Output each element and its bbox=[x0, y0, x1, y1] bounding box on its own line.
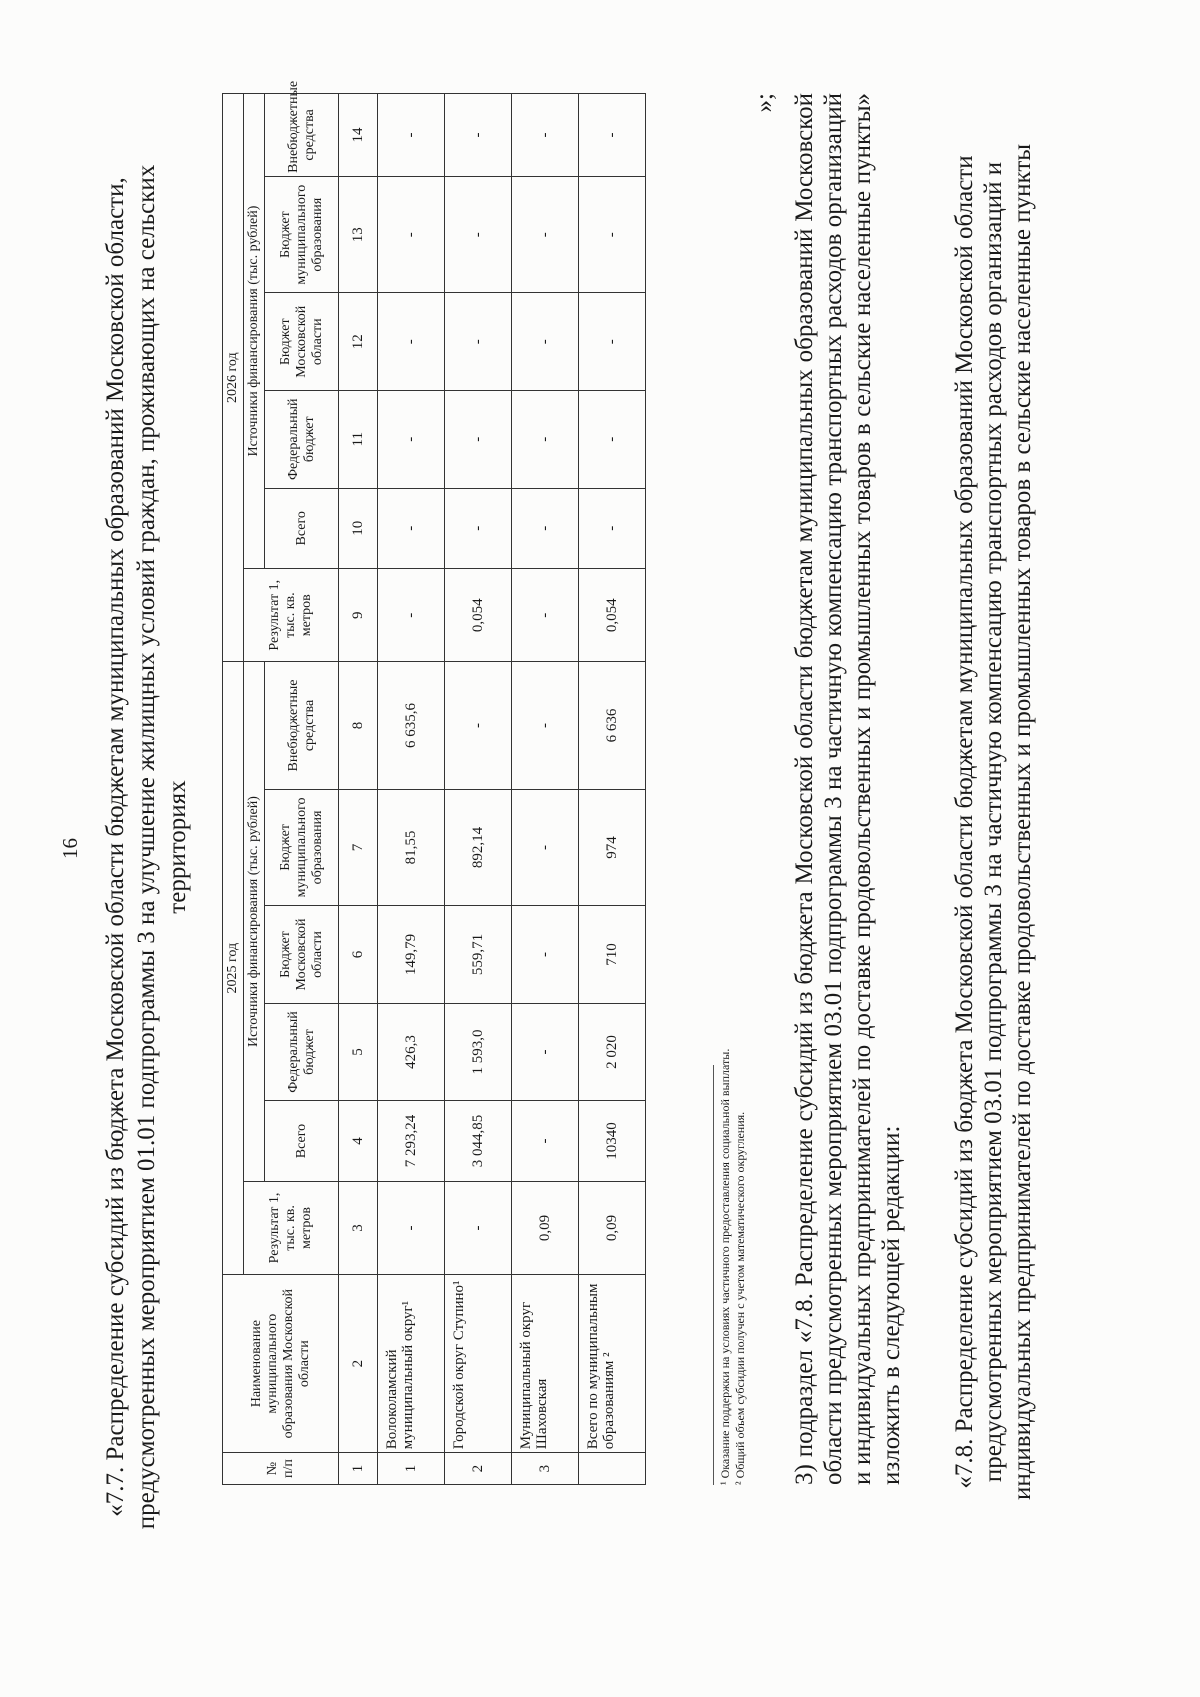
cell-regional-2026: - bbox=[579, 293, 646, 391]
footnote-divider bbox=[713, 1065, 714, 1485]
header-extra-2025: Внебюджетные средства bbox=[265, 662, 339, 789]
cell-federal-2025: 2 020 bbox=[579, 1003, 646, 1101]
cell-federal-2026: - bbox=[579, 391, 646, 489]
column-number: 2 bbox=[339, 1275, 378, 1453]
cell-regional-2025: 559,71 bbox=[445, 906, 512, 1004]
table-row-total bbox=[579, 94, 646, 1485]
column-number: 12 bbox=[339, 293, 378, 391]
header-result-2026: Результат 1, тыс. кв. метров bbox=[244, 569, 339, 662]
column-number: 1 bbox=[339, 1453, 378, 1485]
header-regional-2026: Бюджет Московской области bbox=[265, 293, 339, 391]
header-row-years bbox=[223, 94, 244, 1485]
column-number: 6 bbox=[339, 906, 378, 1004]
cell-federal-2026: - bbox=[445, 391, 512, 489]
header-year-2026: 2026 год bbox=[223, 94, 244, 662]
cell-municipal-2025: 892,14 bbox=[445, 789, 512, 906]
cell-total-2026: - bbox=[445, 488, 512, 569]
cell-extra-2026: - bbox=[512, 94, 579, 177]
cell-result-2026: 0,054 bbox=[445, 569, 512, 662]
table-row bbox=[512, 94, 579, 1485]
header-total-2026: Всего bbox=[265, 488, 339, 569]
header-sources-2026: Источники финансирования (тыс. рублей) bbox=[244, 94, 265, 569]
column-number: 3 bbox=[339, 1181, 378, 1274]
cell-regional-2025: 149,79 bbox=[378, 906, 445, 1004]
column-number: 5 bbox=[339, 1003, 378, 1101]
column-number: 14 bbox=[339, 94, 378, 177]
cell-regional-2026: - bbox=[512, 293, 579, 391]
cell-extra-2025: 6 636 bbox=[579, 662, 646, 789]
cell-extra-2026: - bbox=[579, 94, 646, 177]
row-number: 3 bbox=[512, 1453, 579, 1485]
cell-regional-2025: 710 bbox=[579, 906, 646, 1004]
column-number: 9 bbox=[339, 569, 378, 662]
header-total-2025: Всего bbox=[265, 1101, 339, 1182]
subsidy-distribution-table bbox=[222, 80, 646, 1485]
municipality-name: Муниципальный округ Шаховская bbox=[512, 1275, 579, 1453]
amendment-paragraph bbox=[751, 93, 906, 1485]
header-regional-2025: Бюджет Московской области bbox=[265, 906, 339, 1004]
table-row bbox=[378, 94, 445, 1485]
cell-municipal-2025: - bbox=[512, 789, 579, 906]
municipality-name: Волоколамский муниципальный округ¹ bbox=[378, 1275, 445, 1453]
cell-federal-2026: - bbox=[378, 391, 445, 489]
cell-federal-2025: 426,3 bbox=[378, 1003, 445, 1101]
cell-total-2026: - bbox=[378, 488, 445, 569]
header-result-2025: Результат 1, тыс. кв. метров bbox=[244, 1181, 339, 1274]
cell-result-2025: - bbox=[445, 1181, 512, 1274]
row-number bbox=[579, 1453, 646, 1485]
cell-result-2026: - bbox=[512, 569, 579, 662]
cell-result-2026: 0,054 bbox=[579, 569, 646, 662]
cell-federal-2025: - bbox=[512, 1003, 579, 1101]
footnote-2: ² Общий объем субсидии получен с учетом математического округления. bbox=[733, 1111, 747, 1485]
cell-total-2026: - bbox=[512, 488, 579, 569]
cell-total-2025: - bbox=[512, 1101, 579, 1182]
cell-extra-2026: - bbox=[378, 94, 445, 177]
municipality-name: Городской округ Ступино¹ bbox=[445, 1275, 512, 1453]
cell-regional-2026: - bbox=[378, 293, 445, 391]
row-number: 1 bbox=[378, 1453, 445, 1485]
cell-result-2026: - bbox=[378, 569, 445, 662]
footnotes bbox=[713, 1049, 748, 1485]
header-year-2025: 2025 год bbox=[223, 662, 244, 1275]
footnote-1: ¹ Оказание поддержки на условиях частичного предоставления социальной выплаты. bbox=[718, 1048, 732, 1485]
table-row bbox=[445, 94, 512, 1485]
cell-total-2026: - bbox=[579, 488, 646, 569]
cell-extra-2025: - bbox=[445, 662, 512, 789]
header-municipality-name: Наименование муниципального образования Московской области bbox=[223, 1275, 339, 1453]
cell-total-2025: 10340 bbox=[579, 1101, 646, 1182]
column-number-row bbox=[339, 94, 378, 1485]
cell-result-2025: - bbox=[378, 1181, 445, 1274]
cell-federal-2025: 1 593,0 bbox=[445, 1003, 512, 1101]
column-number: 7 bbox=[339, 789, 378, 906]
amendment-text: 3) подраздел «7.8. Распределение субсидий из бюджета Московской области бюджетам муниципальных образований Московской области предусмотренных мероприятием 03.01 подпрограммы 3 на частичную компенсацию транспортных расходов организаций и индивидуальных предпринимателей по доставке продовольственных и промышленных товаров в сельские населенные пункты» изложить в следующей редакции: bbox=[791, 93, 905, 1485]
cell-regional-2026: - bbox=[445, 293, 512, 391]
header-federal-2026: Федеральный бюджет bbox=[265, 391, 339, 489]
closing-quote-mark: »; bbox=[751, 93, 778, 113]
cell-result-2025: 0,09 bbox=[512, 1181, 579, 1274]
municipality-name: Всего по муниципальным образованиям ² bbox=[579, 1275, 646, 1453]
row-number: 2 bbox=[445, 1453, 512, 1485]
cell-total-2025: 3 044,85 bbox=[445, 1101, 512, 1182]
cell-municipal-2025: 81,55 bbox=[378, 789, 445, 906]
header-extra-2026: Внебюджетные средства bbox=[265, 94, 339, 177]
cell-total-2025: 7 293,24 bbox=[378, 1101, 445, 1182]
cell-municipal-2026: - bbox=[579, 176, 646, 293]
column-number: 13 bbox=[339, 176, 378, 293]
section-heading-7-8: «7.8. Распределение субсидий из бюджета Московской области бюджетам муниципальных образований Московской области предусмотренных мероприятием 03.01 подпрограммы 3 на частичную компенсацию транспортных расходов организаций и индивидуальных предпринимателей по доставке продовольственных и промышленных товаров в сельские населенные пункты bbox=[951, 143, 1036, 1501]
header-sources-2025: Источники финансирования (тыс. рублей) bbox=[244, 662, 265, 1181]
header-municipal-2026: Бюджет муниципального образования bbox=[265, 176, 339, 293]
cell-municipal-2025: 974 bbox=[579, 789, 646, 906]
header-number: № п/п bbox=[223, 1453, 339, 1485]
header-municipal-2025: Бюджет муниципального образования bbox=[265, 789, 339, 906]
cell-municipal-2026: - bbox=[378, 176, 445, 293]
column-number: 4 bbox=[339, 1101, 378, 1182]
cell-municipal-2026: - bbox=[512, 176, 579, 293]
column-number: 11 bbox=[339, 391, 378, 489]
column-number: 10 bbox=[339, 488, 378, 569]
cell-federal-2026: - bbox=[512, 391, 579, 489]
cell-municipal-2026: - bbox=[445, 176, 512, 293]
cell-result-2025: 0,09 bbox=[579, 1181, 646, 1274]
cell-regional-2025: - bbox=[512, 906, 579, 1004]
cell-extra-2026: - bbox=[445, 94, 512, 177]
cell-extra-2025: - bbox=[512, 662, 579, 789]
header-federal-2025: Федеральный бюджет bbox=[265, 1003, 339, 1101]
cell-extra-2025: 6 635,6 bbox=[378, 662, 445, 789]
page-number: 16 bbox=[58, 838, 82, 859]
column-number: 8 bbox=[339, 662, 378, 789]
section-heading-7-7: «7.7. Распределение субсидий из бюджета Московской области бюджетам муниципальных образований Московской области, предусмотренных мероприятием 01.01 подпрограммы 3 на улучшение жилищных условий граждан, проживающих на сельских территориях bbox=[102, 164, 191, 1530]
